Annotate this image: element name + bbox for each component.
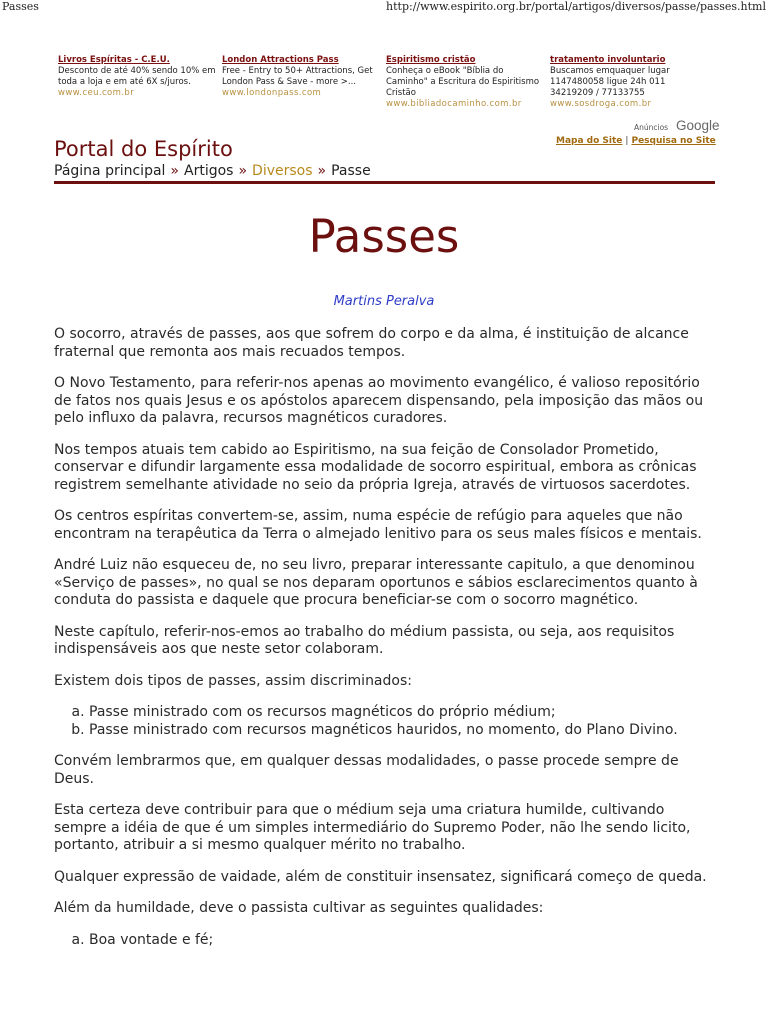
- paragraph: Existem dois tipos de passes, assim discriminados:: [54, 672, 412, 689]
- ad-description: Free - Entry to 50+ Attractions, Get London Pass & Save - more >...: [222, 66, 373, 87]
- print-page-title: Passes: [2, 0, 39, 13]
- paragraph: Qualquer expressão de vaidade, além de constituir insensatez, significará começo de queda.: [54, 868, 707, 885]
- breadcrumb-separator: »: [317, 163, 327, 179]
- ad-description: Conheça o eBook "Bíblia do Caminho" a Escritura do Espiritismo Cristão: [386, 66, 540, 98]
- paragraph: Neste capítulo, referir-nos-emos ao trabalho do médium passista, ou seja, aos requisitos indispensáveis aos que neste setor colaboram.: [54, 623, 675, 657]
- paragraph: Nos tempos atuais tem cabido ao Espiritismo, na sua feição de Consolador Prometido, conservar e difundir largamente essa modalidade de socorro espiritual, embora as crônicas registrem semelhante atividade no seio da própria Igreja, através de virtuosos sacerdotes.: [54, 441, 697, 493]
- site-map-link[interactable]: Mapa do Site: [556, 136, 623, 146]
- list-item: a. Passe ministrado com os recursos magnéticos do próprio médium;: [89, 704, 716, 722]
- ad-strip: [58, 55, 728, 115]
- paragraph: O socorro, através de passes, aos que sofrem do corpo e da alma, é instituição de alcance fraternal que remonta aos mais recuados tempos.: [54, 326, 689, 360]
- google-ads-badge[interactable]: [620, 119, 720, 135]
- breadcrumb-home[interactable]: Página principal: [54, 163, 166, 179]
- print-header: [0, 0, 768, 14]
- site-search-link[interactable]: Pesquisa no Site: [631, 136, 716, 146]
- link-separator: |: [625, 136, 629, 146]
- qualities-list: [54, 932, 716, 950]
- ads-label: Anúncios: [634, 123, 669, 132]
- article-author: Martins Peralva: [333, 294, 435, 309]
- ad-title-link[interactable]: Espiritismo cristão: [386, 55, 476, 65]
- breadcrumb-separator: »: [170, 163, 179, 179]
- ad-description: Desconto de até 40% sendo 10% em toda a loja e em até 6X s/juros.: [58, 66, 216, 87]
- breadcrumb-current: Passe: [331, 163, 371, 179]
- ad-description: Buscamos emquaquer lugar 1147480058 ligue 24h 011 34219209 / 77133755: [550, 66, 670, 98]
- paragraph: André Luiz não esqueceu de, no seu livro, preparar interessante capitulo, a que denominou «Serviço de passes», no qual se nos deparam oportunos e sábios esclarecimentos quanto à conduta do passista e daquele que procura beneficiar-se com o socorro magnético.: [54, 557, 698, 608]
- ad-block[interactable]: [386, 55, 546, 110]
- breadcrumb-artigos[interactable]: Artigos: [184, 163, 234, 179]
- breadcrumb-separator: »: [238, 163, 248, 179]
- ad-url[interactable]: www.bibliadocaminho.com.br: [386, 99, 522, 109]
- paragraph: Além da humildade, deve o passista cultivar as seguintes qualidades:: [54, 900, 544, 916]
- list-item: b. Passe ministrado com recursos magnéticos hauridos, no momento, do Plano Divino.: [89, 722, 716, 740]
- paragraph: Os centros espíritas convertem-se, assim, numa espécie de refúgio para aqueles que não encontram na terapêutica da Terra o almejado lenitivo para os seus males físicos e mentais.: [54, 508, 702, 542]
- article-body: [54, 326, 716, 963]
- site-title[interactable]: Portal do Espírito: [54, 137, 233, 161]
- ad-url[interactable]: www.ceu.com.br: [58, 88, 135, 98]
- ad-title-link[interactable]: London Attractions Pass: [222, 55, 339, 65]
- list-item: a. Boa vontade e fé;: [89, 932, 716, 950]
- ad-block[interactable]: [222, 55, 382, 99]
- paragraph: Esta certeza deve contribuir para que o médium seja uma criatura humilde, cultivando sempre a idéia de que é um simples intermediário do Supremo Poder, não lhe sendo licito, portanto, atribuir a si mesmo qualquer mérito no trabalho.: [54, 802, 691, 853]
- breadcrumb: [54, 163, 371, 179]
- ad-block[interactable]: [58, 55, 218, 99]
- ad-block[interactable]: [550, 55, 710, 110]
- google-logo: Google: [676, 118, 720, 133]
- ad-url[interactable]: www.sosdroga.com.br: [550, 99, 652, 109]
- ad-title-link[interactable]: tratamento involuntario: [550, 55, 666, 65]
- pass-types-list: [54, 704, 716, 739]
- print-page-url: http://www.espirito.org.br/portal/artigos/diversos/passe/passes.html: [386, 0, 766, 13]
- header-divider: [54, 181, 715, 184]
- ad-title-link[interactable]: Livros Espíritas - C.E.U.: [58, 55, 170, 65]
- paragraph: Convém lembrarmos que, em qualquer dessas modalidades, o passe procede sempre de Deus.: [54, 753, 679, 787]
- paragraph: O Novo Testamento, para referir-nos apenas ao movimento evangélico, é valioso repositório de fatos nos quais Jesus e os apóstolos aparecem dispensando, pela imposição das mãos ou pelo influxo da palavra, recursos magnéticos curadores.: [54, 375, 704, 426]
- breadcrumb-diversos[interactable]: Diversos: [252, 163, 313, 179]
- article-title: Passes: [308, 210, 460, 263]
- site-links: [556, 136, 721, 146]
- ad-url[interactable]: www.londonpass.com: [222, 88, 322, 98]
